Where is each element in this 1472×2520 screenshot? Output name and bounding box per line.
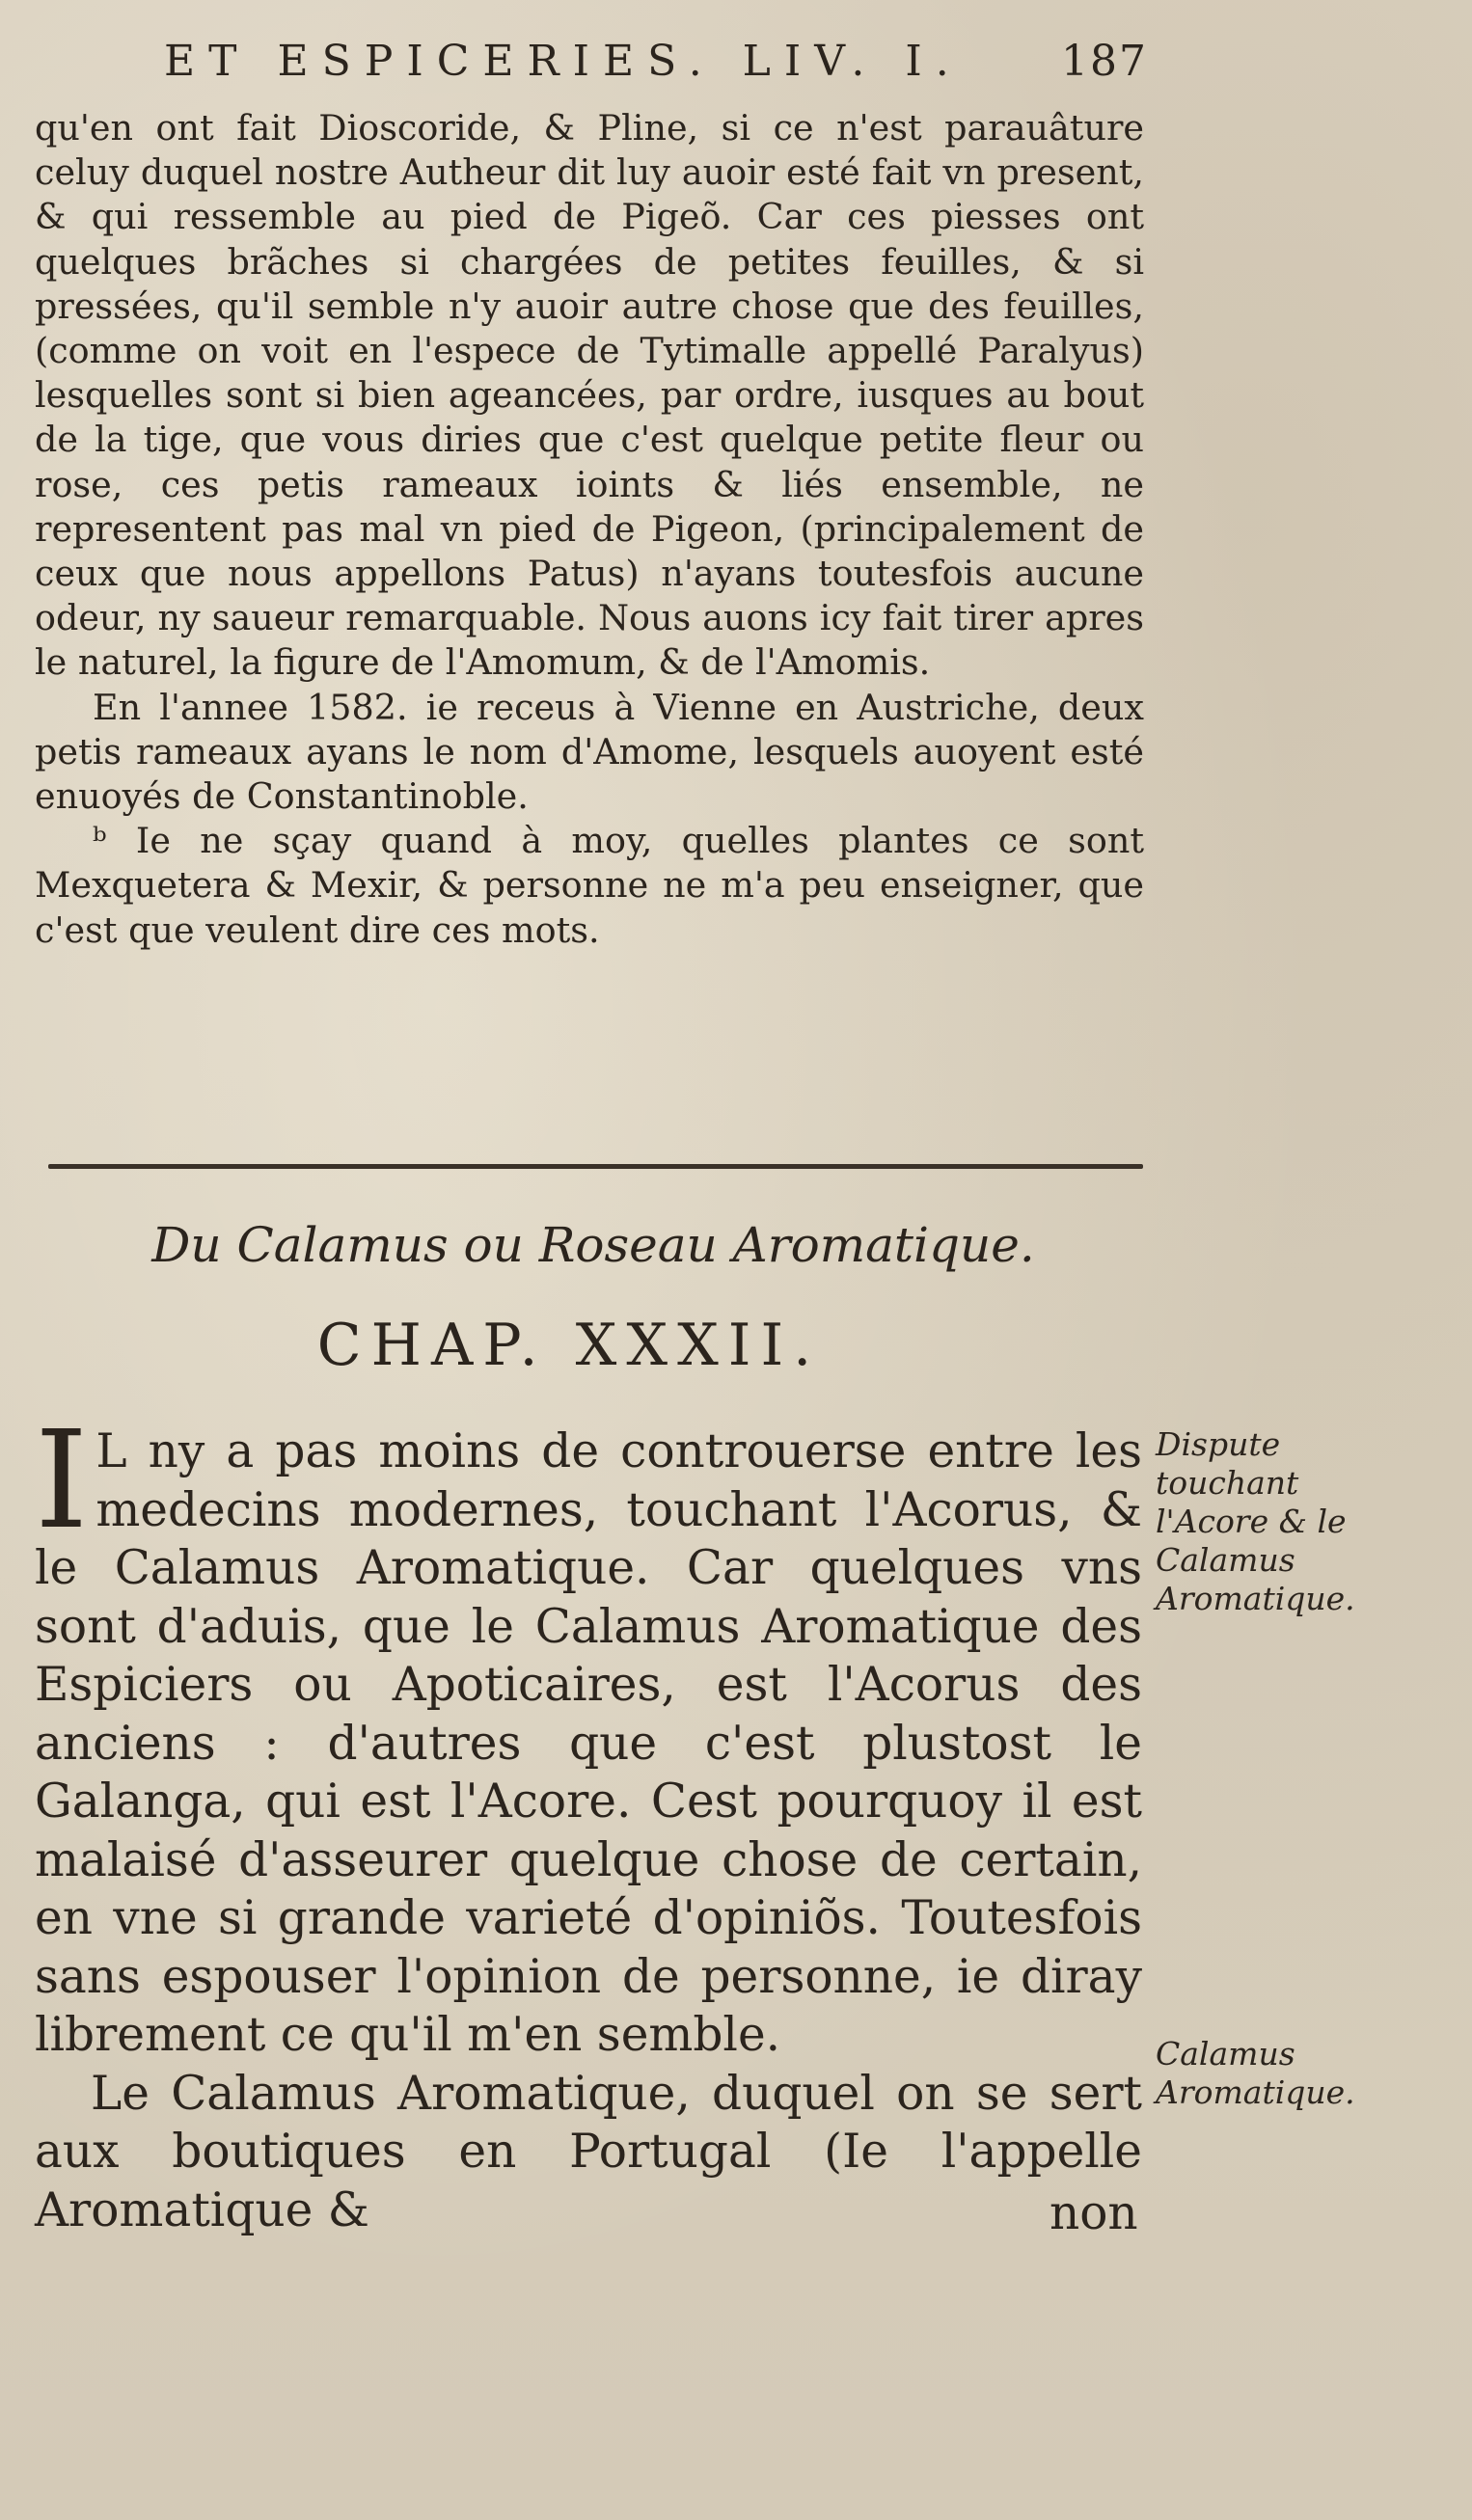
footnote-paragraph: ᵇ Ie ne sçay quand à moy, quelles plantes ce sont Mexquetera & Mexir, & personne ne m'a peu enseigner, que c'est que veulent dire ces mots. xyxy=(35,820,1144,951)
drop-cap: I xyxy=(35,1402,89,1559)
chapter-title: CHAP. XXXII. xyxy=(316,1312,822,1379)
section-title: Du Calamus ou Roseau Aromatique. xyxy=(151,1217,1035,1273)
continued-chapter-text xyxy=(35,106,1144,953)
paragraph: En l'annee 1582. ie receus à Vienne en Austriche, deux petis rameaux ayans le nom d'Amome, lesquels auoyent esté enuoyés de Constantinoble. xyxy=(35,686,1144,818)
page-header xyxy=(164,37,1148,104)
margin-note: Dispute touchant l'Acore & le Calamus Aromatique. xyxy=(1156,1425,1355,1617)
section-divider xyxy=(48,1164,1143,1169)
catchword: non xyxy=(1049,2186,1138,2240)
paragraph: Le Calamus Aromatique, duquel on se sert aux boutiques en Portugal (Ie l'appelle Aromatique & xyxy=(35,2066,1142,2237)
margin-note: Calamus Aromatique. xyxy=(1156,2035,1355,2111)
paragraph-text: L ny a pas moins de controuerse entre les medecins modernes, touchant l'Acorus, & le Calamus Aromatique. Car quelques vns sont d'aduis, que le Calamus Aromatique des Espiciers ou Apoticaires, est l'Acorus des anciens : d'autres que c'est plustost le Galanga, qui est l'Acore. Cest pourquoy il est malaisé d'asseurer quelque chose de certain, en vne si grande varieté d'opiniõs. Toutesfois sans espouser l'opinion de personne, ie diray librement ce qu'il m'en semble. xyxy=(35,1424,1142,2062)
chapter-body xyxy=(35,1402,1142,2239)
paragraph: qu'en ont fait Dioscoride, & Pline, si ce n'est parauâture celuy duquel nostre Autheur dit luy auoir esté fait vn present, & qui ressemble au pied de Pigeõ. Car ces piesses ont quelques brãches si chargées de petites feuilles, & si pressées, qu'il semble n'y auoir autre chose que des feuilles, (comme on voit en l'espece de Tytimalle appellé Paralyus) lesquelles sont si bien ageancées, par ordre, iusques au bout de la tige, que vous diries que c'est quelque petite fleur ou rose, ces petis rameaux ioints & liés ensemble, ne representent pas mal vn pied de Pigeon, (principalement de ceux que nous appellons Patus) n'ayans toutesfois aucune odeur, ny saueur remarquable. Nous auons icy fait tirer apres le naturel, la figure de l'Amomum, & de l'Amomis. xyxy=(35,107,1144,684)
page-number: 187 xyxy=(1061,37,1148,86)
paragraph xyxy=(35,1402,1142,2065)
running-title: ET ESPICERIES. LIV. I. xyxy=(164,37,963,86)
